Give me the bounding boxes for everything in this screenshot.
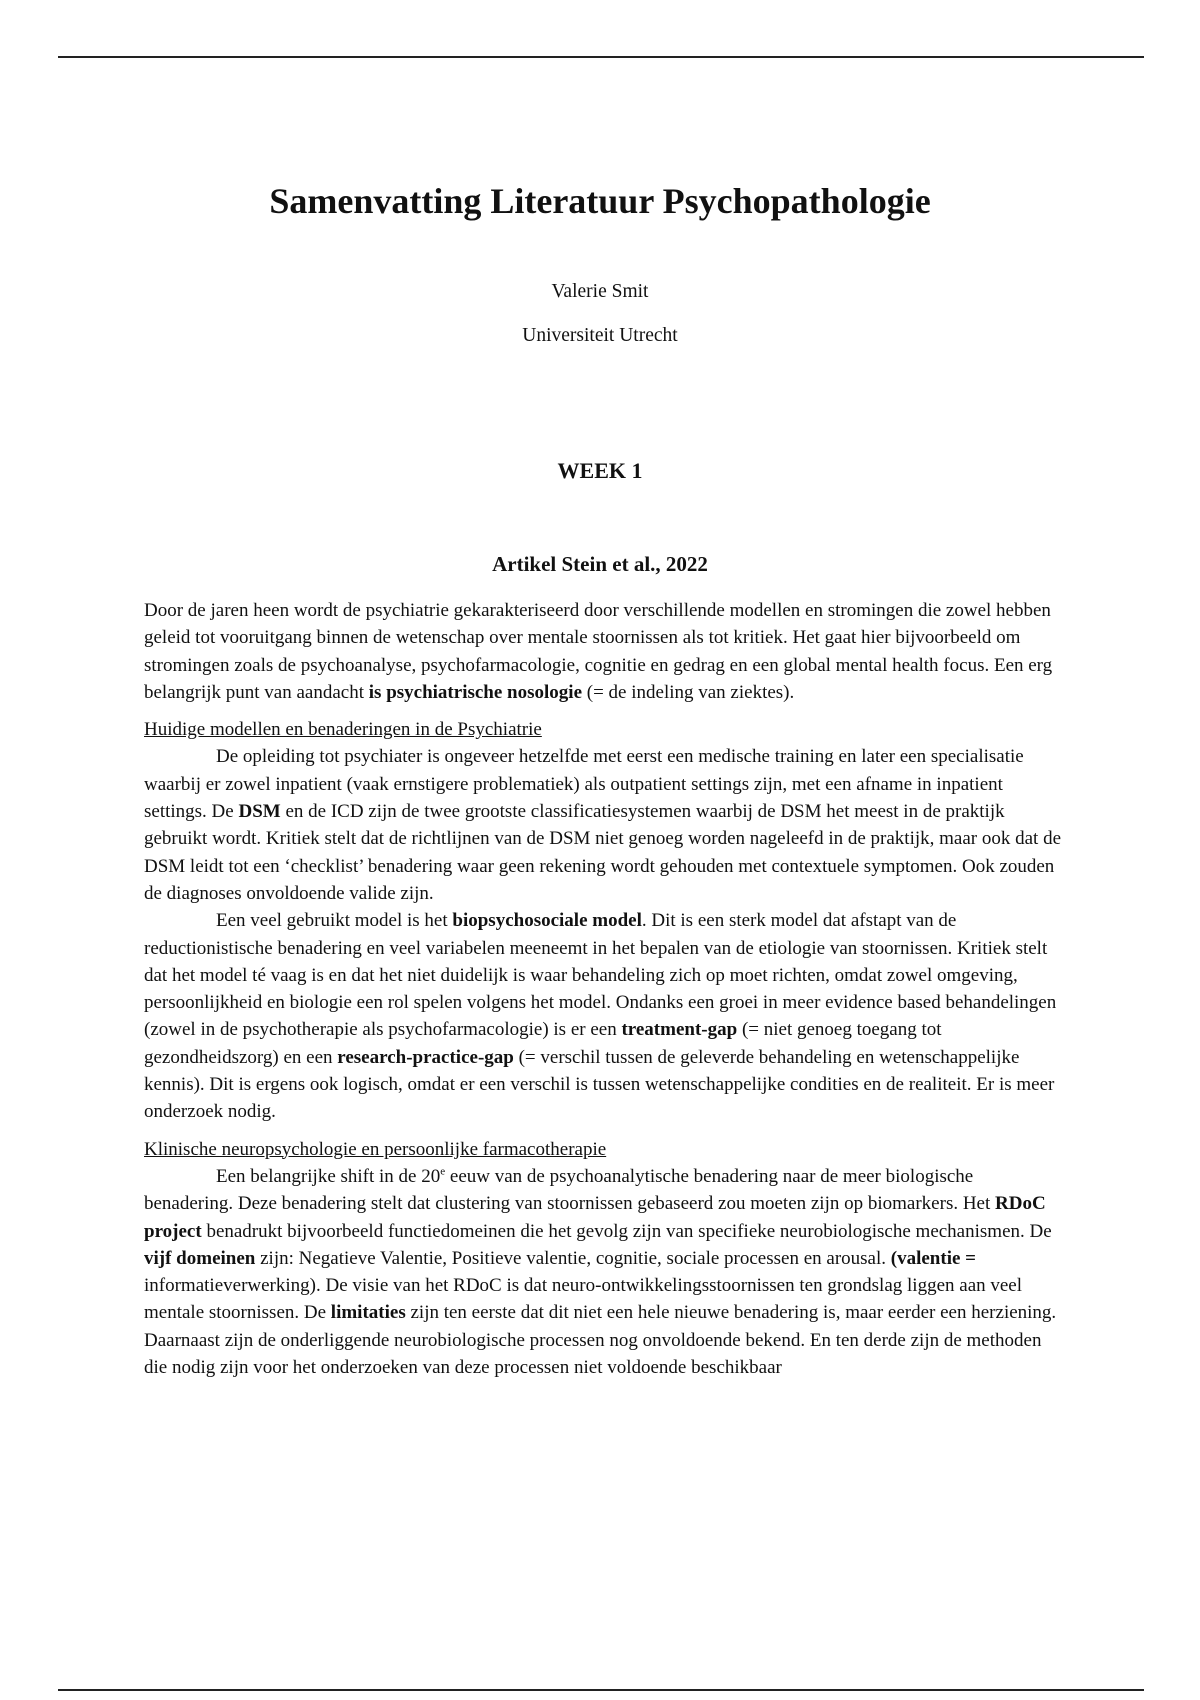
text-run: (= verschil tussen de geleverde behandeling en wetenschappelijke kennis). Dit is ergens ook logisch, omdat er een verschil is tussen wetenschappelijke condities en de realiteit. Er is meer onderzoek nodig. [144,1046,1055,1123]
bold-term: treatment-gap [621,1019,738,1041]
bold-term: limitaties [330,1302,406,1324]
text-run: (= niet genoeg toegang tot gezondheidszorg) en een [144,1019,942,1068]
text-run: zijn ten eerste dat dit niet een hele nieuwe benadering is, maar eerder een herziening. Daarnaast zijn de onderliggende neurobiologische processen nog onvoldoende bekend. En ten derde zijn de methoden die nodig zijn voor het onderzoeken van deze processen niet voldoende beschikbaar [144,1302,1057,1379]
text-run: . Dit is een sterk model dat afstapt van de reductionistische benadering en veel variabelen meeneemt in het bepalen van de etiologie van stoornissen. Kritiek stelt dat het model té vaag is en dat het niet duidelijk is waar behandeling zich op moet richten, omdat zowel omgeving, persoonlijkheid en biologie een rol spelen volgens het model. Ondanks een groei in meer evidence based behandelingen (zowel in de psychotherapie als psychofarmacologie) is er een [144,910,1057,1041]
text-run: De opleiding tot psychiater is ongeveer hetzelfde met eerst een medische training en later een specialisatie waarbij er zowel inpatient (vaak ernstigere problematiek) als outpatient settings zijn, met een afname in inpatient settings. De [144,746,1024,823]
text-run: (= de indeling van ziektes). [582,681,795,703]
article-heading: Artikel Stein et al., 2022 [492,552,708,576]
text-run: Een belangrijke shift in de 20 [216,1165,441,1187]
text-run: informatieverwerking). De visie van het RDoC is dat neuro-ontwikkelingsstoornissen ten grondslag liggen aan veel mentale stoornissen. De [144,1275,1023,1324]
week-heading: WEEK 1 [557,458,643,483]
text-run: zijn: Negatieve Valentie, Positieve valentie, cognitie, sociale processen en arousal. [255,1247,891,1269]
document-title: Samenvatting Literatuur Psychopathologie [269,181,931,221]
paragraph-dsm [144,743,1064,907]
bold-term: RDoC project [144,1193,1046,1242]
footer-rule [58,1689,1144,1691]
bold-term: (valentie = [890,1247,976,1269]
affiliation: Universiteit Utrecht [522,325,678,346]
section-heading-models: Huidige modellen en benaderingen in de Psychiatrie [144,719,542,741]
paragraph-biopsychosocial [144,907,1064,1125]
bold-term: vijf domeinen [144,1247,256,1269]
bold-term: is psychiatrische nosologie [368,681,582,703]
section-heading-neuropsychology: Klinische neuropsychologie en persoonlijke farmacotherapie [144,1138,607,1160]
document-body [144,597,1064,1381]
text-run: Door de jaren heen wordt de psychiatrie gekarakteriseerd door verschillende modellen en stromingen die zowel hebben geleid tot vooruitgang binnen de wetenschap over mentale stoornissen als tot kritiek. Het gaat hier bijvoorbeeld om stromingen zoals de psychoanalyse, psychofarmacologie, cognitie en gedrag en een global mental health focus. Een erg belangrijk punt van aandacht [144,600,1053,703]
text-run: eeuw van de psychoanalytische benadering naar de meer biologische benadering. Deze benadering stelt dat clustering van stoornissen gebaseerd zou moeten zijn op biomarkers. Het [144,1165,996,1215]
header-rule [58,56,1144,58]
superscript: e [440,1165,446,1178]
author-name: Valerie Smit [551,281,649,302]
intro-paragraph [144,597,1064,706]
text-run: Een veel gebruikt model is het [216,910,453,932]
text-run: en de ICD zijn de twee grootste classificatiesystemen waarbij de DSM het meest in de praktijk gebruikt wordt. Kritiek stelt dat de richtlijnen van de DSM niet genoeg worden nageleefd in de praktijk, maar ook dat de DSM leidt tot een ‘checklist’ benadering waar geen rekening wordt gehouden met contextuele symptomen. Ook zouden de diagnoses onvoldoende valide zijn. [144,801,1062,904]
bold-term: research-practice-gap [337,1046,514,1068]
paragraph-rdoc [144,1163,1064,1381]
bold-term: biopsychosociale model [452,910,642,932]
bold-term: DSM [238,801,281,823]
text-run: benadrukt bijvoorbeeld functiedomeinen die het gevolg zijn van specifieke neurobiologische mechanismen. De [201,1220,1052,1242]
